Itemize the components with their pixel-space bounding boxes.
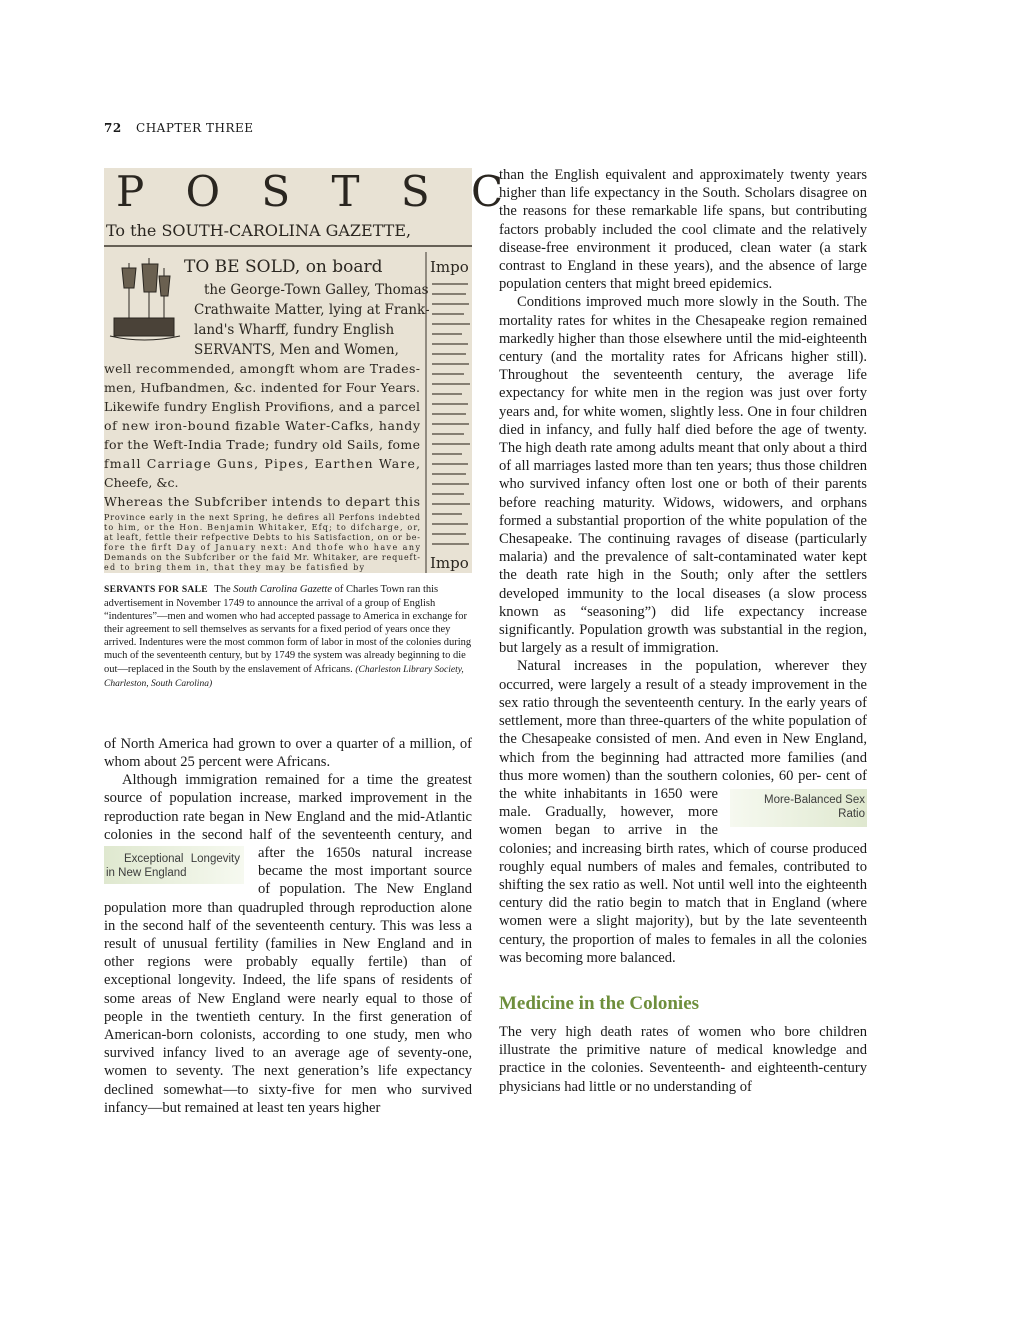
ad-line: fore the firft Day of January next: And thofe who have any — [104, 543, 421, 552]
ad-line: Whereas the Subfcriber intends to depart this — [104, 494, 420, 509]
paragraph — [499, 657, 867, 966]
paragraph-text: became the most important source of population. The New England population more than quadrupled through reproduction alone in the second half of the seventeenth century. This was less a result of unusual fertility (families in New England and in other regions were probably equally fertile) than of exceptional longevity. Indeed, the life spans of residents of some areas of New England were nearly equal to those of people in the twentieth century. In the first generation of American-born colonists, according to one study, men who survived infancy lived to an average age of seventy-one, women to seventy. The next generation’s life expectancy declined somewhat—to sixty-five for men who survived infancy—but remained at least ten years higher — [104, 863, 472, 1116]
running-header — [104, 121, 254, 135]
newspaper-subtitle: To the SOUTH-CAROLINA GAZETTE, — [106, 221, 412, 240]
page-number: 72 — [104, 121, 122, 135]
caption-newspaper-title: South Carolina Gazette — [233, 584, 333, 595]
adjacent-column-heading: Impo — [430, 258, 469, 276]
ad-line: for the Weft-India Trade; fundry old Sails, fome — [104, 437, 420, 452]
ad-line: ed to bring them in, that they may be fatisfied by — [104, 563, 364, 572]
ad-line: Likewife fundry English Provifions, and a parcel — [104, 399, 420, 414]
chapter-title: CHAPTER THREE — [136, 121, 254, 135]
paragraph-text: Although immigration remained for a time the greatest source of population increase, marked improvement in the reproduction rate began in New England and the mid-Atlantic colonies in the second half of the seventeenth century, and after the 1650s natural increase — [104, 772, 472, 861]
paragraph: of North America had grown to over a quarter of a million, of whom about 25 percent were Africans. — [104, 735, 472, 770]
ad-line: Cheefe, &c. — [104, 475, 179, 490]
caption-credit: (Charleston Library Society, Charleston, South Carolina) — [104, 664, 464, 689]
caption-text: of Charles Town ran this advertisement in November 1749 to announce the arrival of a group of English “indentures”—men and women who had accepted passage to America in exchange for their agreement to sell themselves as servants for a fixed period of years once they arrived. Indentures were the most common form of labor in most of the colonies during much of the seventeenth century, but by 1749 the system was already beginning to die out—replaced in the South by the enslavement of Africans. — [104, 584, 472, 675]
paragraph-text: cent of the white inhabitants in 1650 were male. Gradually, however, more women began to arrive in the colonies; and increasing birth rates, which of course produced roughly equal numbers of males and females, contributed to shifting the sex ratio as well. Not until well into the eighteenth century did the ratio begin to match that in England (where women were a slight majority), but by the late seventeenth century, the proportion of males to females in all the colonies was becoming more balanced. — [499, 767, 867, 966]
ad-line: SERVANTS, Men and Women, — [194, 342, 399, 358]
newspaper-masthead: P O S T S C — [116, 167, 518, 216]
section-heading: Medicine in the Colonies — [499, 992, 700, 1014]
paragraph-text: Natural increases in the population, wherever they occurred, were largely a result of a steady improvement in the sex ratio through the seventeenth century. In the early years of settlement, more than three-quarters of the white population of the Chesapeake consisted of men. And even in New England, which from the beginning had attracted more families (and thus more women) than the southern colonies, 60 per- — [499, 658, 867, 784]
left-column — [104, 167, 518, 1117]
ad-line: men, Hufbandmen, &c. indented for Four Years. — [104, 380, 420, 395]
margin-note-sex-ratio: More-Balanced Sex Ratio — [730, 789, 867, 827]
ad-line: Province early in the next Spring, he defires all Perfons indebted — [104, 513, 420, 522]
ad-line: Crathwaite Matter, lying at Frank- — [194, 302, 430, 318]
newspaper-advertisement-image — [104, 167, 518, 573]
ad-line: to him, or the Hon. Benjamin Whitaker, Efq; to difcharge, or, — [104, 523, 420, 532]
paragraph: Conditions improved much more slowly in the South. The mortality rates for whites in the Chesapeake region remained markedly higher than those elsewhere until the mid-eighteenth century (and the mortality rates for Africans higher still). Throughout the seventeenth century, the average life expectancy for white men in the region was just over forty years and, for white women, slightly less. One in four children died in infancy, and fully half died before the age of twenty. The high death rate among adults meant that only about a third of all marriages lasted more than ten years; thus those children who survived infancy often lost one or both of their parents before reaching maturity. Widows, widowers, and orphans formed a substantial proportion of the white population of the Chesapeake. The continuing ravages of disease (particularly malaria) and the prevalence of salt-contaminated water kept the death rate high in the South; only after the settlers developed immunity to the local diseases (a slow process known as “seasoning”) did life expectancy increase significantly. Population growth was substantial in the region, but largely as a result of immigration. — [499, 294, 867, 657]
ad-line: at leaft, fettle their refpective Debts to his Satisfaction, on or be- — [104, 533, 420, 542]
ad-line: well recommended, amongft whom are Trades- — [104, 361, 420, 376]
ad-line: fmall Carriage Guns, Pipes, Earthen Ware, — [104, 456, 420, 471]
caption-label: SERVANTS FOR SALE — [104, 585, 208, 595]
margin-note-exceptional-longevity: Exceptional Longevity in New England — [104, 846, 244, 884]
figure-caption — [104, 583, 472, 691]
ad-line: land's Wharff, fundry English — [194, 322, 395, 338]
ad-line: of new iron-bound fizable Water-Cafks, handy — [104, 418, 420, 433]
ad-line: the George-Town Galley, Thomas — [204, 282, 429, 298]
caption-pre: The — [214, 584, 231, 595]
paragraph: than the English equivalent and approximately twenty years higher than life expectancy in the South. Scholars disagree on the reasons for these remarkable life spans, but contributing factors probably included the cool climate and the relatively disease-free environment it produced, clean water (a stark contrast to England in these years), and the absence of large population centers that might breed epidemics. — [499, 167, 867, 293]
paragraph — [104, 771, 472, 1117]
paragraph: The very high death rates of women who bore children illustrate the primitive nature of medical knowledge and practice in the colonies. Seventeenth- and eighteenth-century physicians had little or no understanding of — [499, 1023, 867, 1095]
adjacent-column-footer: Impo — [430, 554, 469, 572]
ad-line: Demands on the Subfcriber or the faid Mr. Whitaker, are requeft- — [104, 553, 420, 562]
ad-line: TO BE SOLD, on board — [184, 257, 383, 277]
right-column — [499, 166, 867, 1096]
